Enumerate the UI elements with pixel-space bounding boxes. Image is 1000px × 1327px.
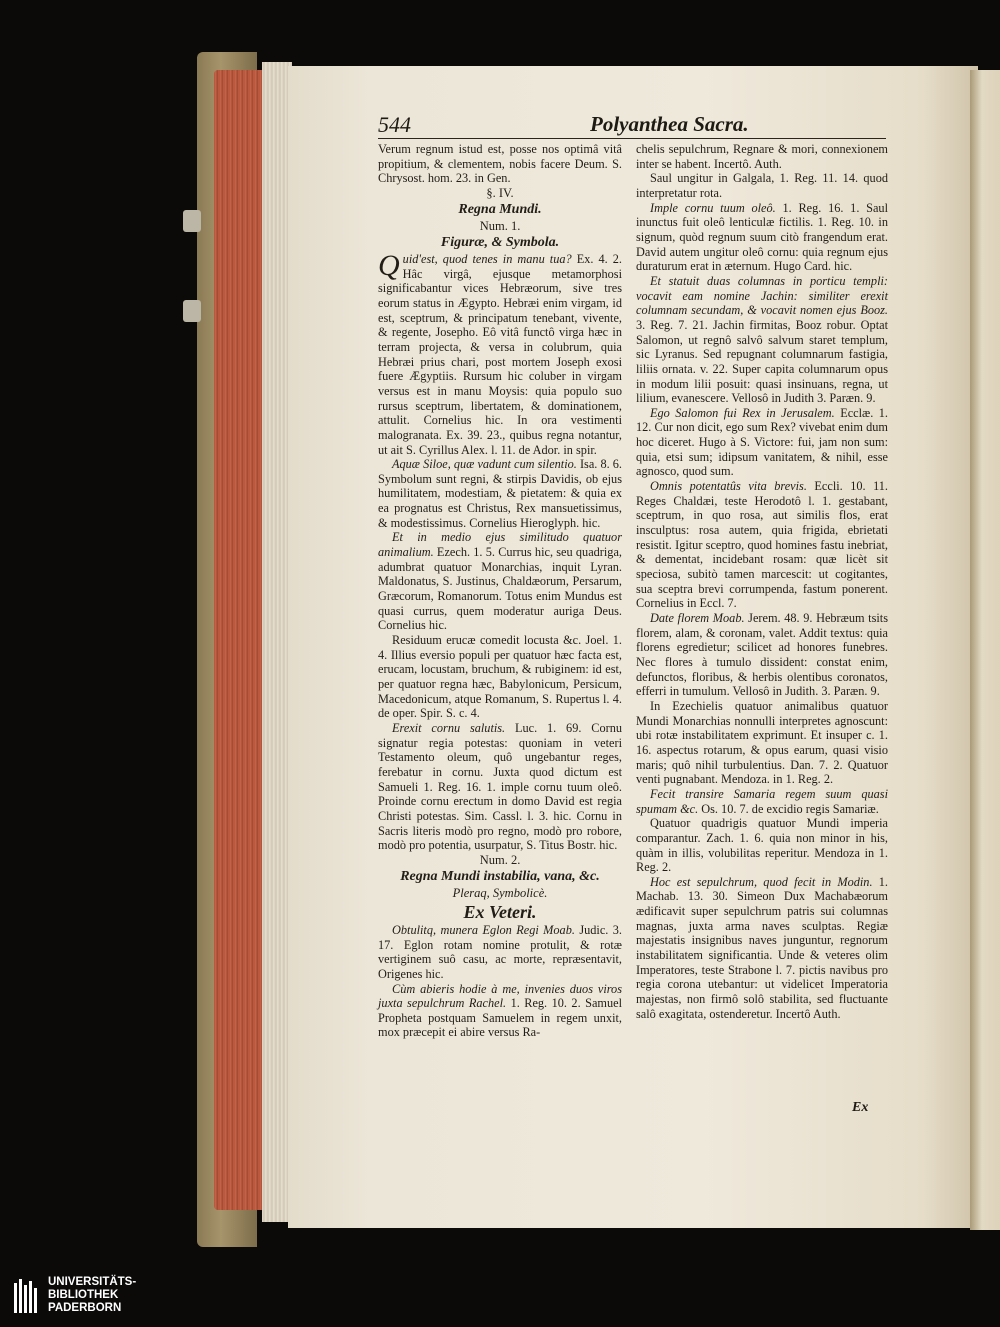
library-name	[48, 1276, 136, 1315]
paragraph	[378, 721, 622, 853]
page-number: 544	[378, 112, 411, 137]
section-heading: §. IV.	[486, 185, 514, 200]
paragraph	[636, 201, 888, 274]
paragraph	[636, 816, 888, 875]
red-page-edges	[214, 70, 266, 1210]
library-name-line-1: UNIVERSITÄTS-	[48, 1276, 137, 1288]
left-text-column	[378, 142, 622, 1040]
paragraph-text: Ezech. 1. 5. Currus hic, seu quadriga, adumbrat quatuor Monarchias, inquit Lyran. Maldonatus, S. Justinus, Chaldæorum, Persarum, Græcorum, Romanorum. Totus enim Mundus est quasi currus, quem moderatur auriga Deus. Cornelius hic.	[378, 545, 622, 633]
paragraph	[378, 982, 622, 1041]
paragraph-text: Ex. 4. 2. Hâc virgâ, ejusque metamorphosi significabantur vices Hebræorum, sive tres eorum status in Ægypto. Hebræi enim virgam, id est, sceptrum, & principatum tenebant, vivente, & regente, Josepho. Eô vitâ functô virga hæc in terram projecta, & versa in colubrum, quia Hebræi prius chari, post mortem Joseph exosi fuere Ægyptiis. Rursum hic coluber in virgam versus est in manu Moysis: quia populo suo rursus sceptrum, libertatem, & dominationem, attulit. Cornelius hic. In ora vestimenti malogranata. Ex. 39. 23., quibus regna notantur, ut ait S. Cyrillus Alex. l. 11. de Ador. in spir.	[378, 251, 623, 457]
page-title: Polyanthea Sacra.	[590, 112, 749, 136]
paragraph	[378, 457, 622, 530]
scripture-quotation: Date florem Moab.	[650, 611, 745, 625]
paragraph-text: Luc. 1. 69. Cornu signatur regia potestas: quoniam in veteri Testamento oleum, quô ungebantur reges, ferebatur in cornu. Juxta quod dictum est Samueli 1. Reg. 16. 1. imple cornu tuum oleô. Proinde cornu erectum in domo David est regia Christi potestas. Sim. Cassl. l. 3. hic. Cornu in Sacris literis modò pro regno, modò pro robore, modò pro potentia, usurpatur, S. Titus Bostr. hic.	[378, 720, 622, 853]
paragraph	[636, 787, 888, 816]
scripture-quotation: Imple cornu tuum oleô.	[650, 200, 776, 215]
paragraph	[378, 633, 622, 721]
paragraph-text: 1. Reg. 10. 2. Samuel Propheta postquam Samuelem in regem unxit, mox præcepit ei abire versus Ra-	[378, 996, 622, 1040]
scripture-quotation: Et in medio ejus similitudo quatuor animalium.	[378, 530, 622, 560]
library-name-line-2: BIBLIOTHEK	[48, 1289, 119, 1301]
scripture-quotation: Erexit cornu salutis.	[392, 720, 506, 735]
paragraph	[378, 923, 622, 982]
paragraph	[636, 406, 888, 479]
paragraph-text: Eccli. 10. 11. Reges Chaldæi, teste Herodotô l. 1. gestabant, sceptrum, in quo rosa, aut similis flos, erat insculptus: rosa autem, quia frigida, ebrietati resistit. Igitur sceptro, quod homines fastu inebriat, & dementat, incidebant rosam: quæ licèt sit speciosa, subitò tamen marcescit: ut cogitantes, sua sceptra brevi corrumpenda, fastum ponerent. Cornelius in Eccl. 7.	[636, 479, 888, 611]
paragraph	[636, 274, 888, 406]
section-heading: Num. 1.	[479, 218, 521, 233]
paragraph	[636, 611, 888, 699]
paragraph	[378, 142, 622, 186]
scripture-quotation: Fecit transire Samaria regem suum quasi spumam &c.	[636, 786, 888, 816]
paragraph-text: Saul ungitur in Galgala, 1. Reg. 11. 14. quod interpretatur rota.	[636, 171, 888, 200]
scripture-quotation: Hoc est sepulchrum, quod fecit in Modin.	[650, 874, 873, 889]
library-name-line-3: PADERBORN	[48, 1302, 122, 1314]
paragraph-text: 3. Reg. 7. 21. Jachin firmitas, Booz robur. Optat Salomon, ut regnô salvô salvum staret templum, sic Lyranus. Sed repugnant columnarum fastigia, liliis ornata. v. 22. Super capita columnarum opus in modum lilii posuit: quasi insinuans, regna, ut lilium, evanescere. Vellosô in Judith 3. Paræn. 9.	[636, 317, 888, 406]
paragraph-text: Os. 10. 7. de excidio regis Samariæ.	[698, 801, 879, 816]
catchword: Ex	[852, 1100, 869, 1115]
library-logo-icon	[14, 1279, 38, 1313]
scripture-quotation: Ego Salomon fui Rex in Jerusalem.	[650, 405, 835, 420]
drop-capital: Q	[378, 248, 400, 282]
paragraph	[636, 875, 888, 1022]
section-heading: Figuræ, & Symbola.	[440, 234, 560, 250]
paragraph-text: 1. Reg. 16. 1. Saul inunctus fuit oleô lenticulæ fictilis. 1. Reg. 10. in signum, quòd regnum suum citò frangendum erat. David autem ungitur oleô cornu: quia regnum ejus duraturum erat in æternum. Hugo Card. hic.	[636, 200, 889, 274]
paragraph	[636, 171, 888, 200]
section-heading: Regna Mundi instabilia, vana, &c.	[400, 868, 600, 884]
facing-page-edge	[970, 70, 1000, 1230]
section-heading: Pleraq, Symbolicè.	[452, 885, 548, 900]
paragraph-text: Residuum erucæ comedit locusta &c. Joel. 1. 4. Illius eversio populi per quatuor hæc facta est, erucam, locustam, bruchum, & rubiginem: id est, per quatuor regna hæc, Babylonicum, Persicum, Macedonicum, atque Romanum, S. Rupertus l. 4. de oper. Spir. S. c. 4.	[378, 633, 622, 721]
paragraph	[636, 142, 888, 171]
paragraph	[378, 530, 622, 633]
paragraph-text: Ecclæ. 1. 12. Cur non dicit, ego sum Rex? vivebat enim dum hoc diceret. Hugo à S. Victore: fui, jam non sum: quia, etsi sum; idipsum vanitatem, & nihil, esse agnosco, quod sum.	[636, 405, 888, 479]
paragraph-text: 1. Machab. 13. 30. Simeon Dux Machabæorum ædificavit super sepulchrum patris sui columnas magnas, juxta arma naves sculptas. Regiæ majestatis insignibus naves junguntur, regnorum instabilitatem significantia. Unde & veteres olim Imperatores, teste Strabone l. 7. pictis navibus pro regia corona utebantur: ut videlicet Imperatoria majestas, non firmô solô stabilita, sed fluctuante salô exagitata, ostenderetur. Incertô Auth.	[636, 874, 888, 1021]
scripture-quotation: Cùm abieris hodie à me, invenies duos viros juxta sepulchrum Rachel.	[378, 981, 622, 1011]
paragraph-text: Isa. 8. 6. Symbolum sunt regni, & stirpis Davidis, ob ejus humilitatem, modestiam, & pietatem: & quia ex ea prognatus est Christus, Rex mansuetissimus, & modestissimus. Cornelius Hieroglyph. hic.	[378, 457, 622, 530]
scripture-quotation: uid'est, quod tenes in manu tua?	[402, 251, 572, 266]
paragraph	[636, 699, 888, 787]
right-text-column	[636, 142, 888, 1021]
paragraph-text: Jerem. 48. 9. Hebræum tsits florem, alam, & coronam, valet. Addit textus: quia florens egredietur; scilicet ad honores funebres. Nec flores à tumulo dissident: constat enim, defunctos, floribus, & herbis olentibus coronatos, efferri in tumulum. Vellosô in Judith. 3. Paræn. 9.	[636, 611, 889, 699]
clasp-top	[183, 210, 201, 232]
section-heading: Regna Mundi.	[458, 201, 542, 217]
clasp-middle	[183, 300, 201, 322]
scripture-quotation: Obtulitq, munera Eglon Regi Moab.	[392, 922, 575, 937]
paragraph	[636, 479, 888, 611]
paragraph-text: Judic. 3. 17. Eglon rotam nomine protulit, & rotæ vertiginem suô casu, ac morte, repræsentavit, Origenes hic.	[378, 922, 623, 981]
section-heading: Num. 2.	[479, 852, 521, 867]
paragraph-text: Verum regnum istud est, posse nos optimâ vitâ propitium, & clementem, nobis facere Deum. S. Chrysost. hom. 23. in Gen.	[378, 142, 622, 186]
scripture-quotation: Aquæ Siloe, quæ vadunt cum silentio.	[392, 457, 577, 472]
paragraph-text: In Ezechielis quatuor animalibus quatuor Mundi Monarchias nonnulli interpretes agnoscunt: ubi rotæ instabilitatem exprimunt. Et insuper c. 1. 16. aspectus rotarum, & opus earum, quasi visio maris; quô nihil turbulentius. Dan. 7. 2. Quatuor venti pugnabant. Mendoza. in 1. Reg. 2.	[636, 698, 888, 787]
section-heading: Ex Veteri.	[463, 901, 537, 922]
paragraph-text: Quatuor quadrigis quatuor Mundi imperia comparantur. Zach. 1. 6. quia non minor in his, quàm in illis, volubilitas reperitur. Mendoza in 1. Reg. 2.	[636, 816, 888, 875]
scripture-quotation: Omnis potentatûs vita brevis.	[650, 479, 807, 494]
paragraph-text: chelis sepulchrum, Regnare & mori, connexionem inter se habent. Incertô. Auth.	[636, 142, 888, 171]
scripture-quotation: Et statuit duas columnas in porticu templi: vocavit eam nomine Jachin: similiter erexit columnam secundam, & vocavit nomen ejus Booz.	[636, 273, 888, 318]
running-head	[378, 112, 886, 139]
paragraph	[378, 248, 623, 457]
